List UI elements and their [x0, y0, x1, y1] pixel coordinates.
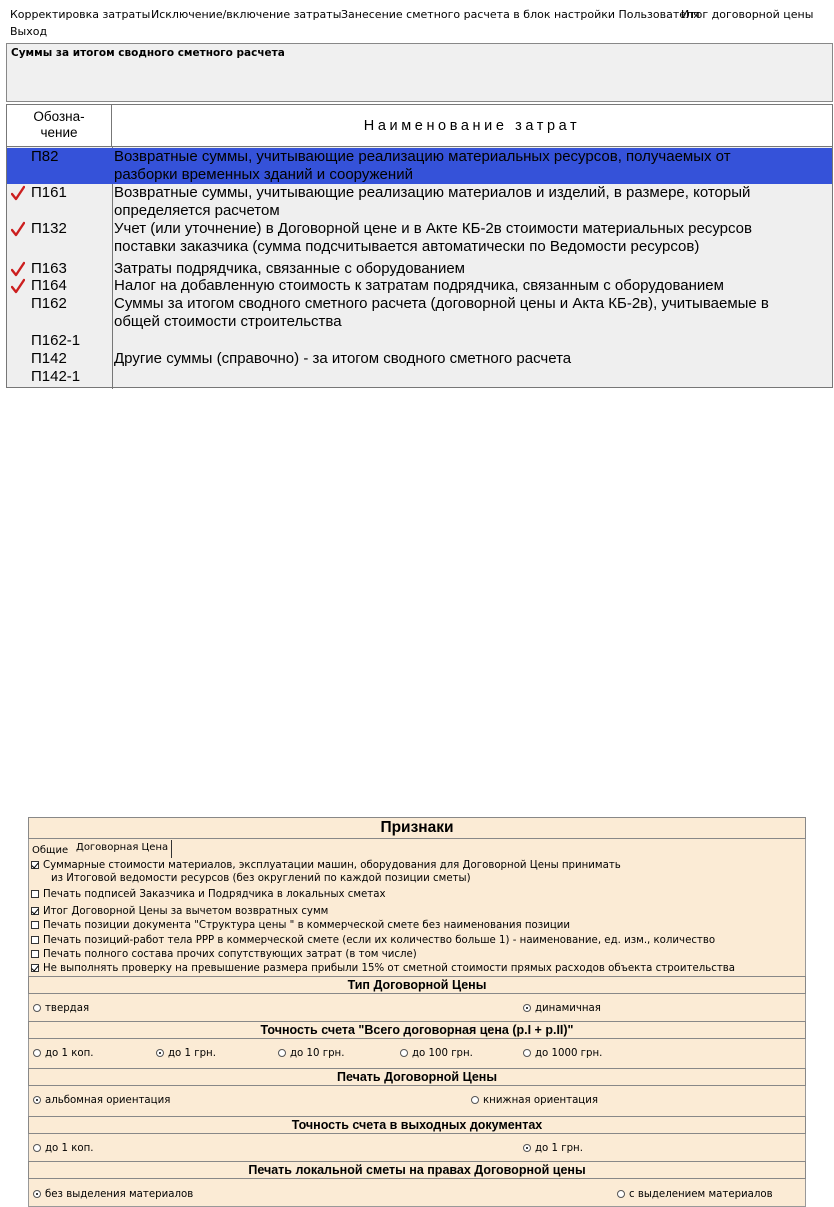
table-row[interactable] — [7, 368, 832, 387]
radio-without-materials[interactable] — [33, 1189, 193, 1201]
checkbox-icon — [31, 907, 39, 915]
column-header-code-label: Обозна- чение — [33, 109, 85, 140]
check-mark-icon — [11, 185, 25, 201]
radio-accuracy-1grn[interactable] — [156, 1048, 216, 1060]
check-mark-icon — [11, 221, 25, 237]
row-name: Возвратные суммы, учитывающие реализацию материалов и изделий, в размере, который определяется расчетом — [114, 184, 751, 219]
menu-item-contract-total[interactable]: Итог договорной цены — [681, 8, 814, 21]
checkbox-label: Печать полного состава прочих сопутствующих затрат (в том числе) — [43, 949, 417, 960]
radio-label: твердая — [45, 1003, 90, 1014]
radio-price-dynamic[interactable] — [523, 1003, 601, 1015]
radio-label: до 1000 грн. — [535, 1048, 603, 1059]
radio-icon — [400, 1049, 408, 1057]
check-mark-icon — [11, 261, 25, 277]
row-code: П132 — [31, 220, 67, 237]
radio-label: до 1 грн. — [168, 1048, 216, 1059]
radio-icon — [471, 1096, 479, 1104]
section-title-print-price: Печать Договорной Цены — [28, 1068, 806, 1086]
checkbox-label: Печать подписей Заказчика и Подрядчика в локальных сметах — [43, 889, 386, 900]
radio-with-materials[interactable] — [617, 1189, 773, 1201]
row-code: П163 — [31, 260, 67, 277]
checkbox-icon — [31, 890, 39, 898]
radio-icon — [33, 1096, 41, 1104]
checkbox-icon — [31, 861, 39, 869]
table-row[interactable] — [7, 277, 832, 294]
radio-label: до 1 коп. — [45, 1143, 94, 1154]
checkbox-skip-profit-check[interactable] — [31, 963, 735, 975]
checkbox-icon — [31, 950, 39, 958]
tab-general[interactable]: Общие — [32, 845, 69, 856]
checkbox-icon — [31, 921, 39, 929]
radio-label: книжная ориентация — [483, 1095, 598, 1106]
row-code: П161 — [31, 184, 67, 201]
radio-price-fixed[interactable] — [33, 1003, 89, 1015]
radio-label: динамичная — [535, 1003, 601, 1014]
column-header-name[interactable] — [112, 105, 832, 147]
table-row[interactable] — [7, 350, 832, 368]
summary-title: Суммы за итогом сводного сметного расчета — [11, 47, 285, 59]
properties-panel — [28, 817, 806, 1207]
radio-icon — [523, 1004, 531, 1012]
radio-icon — [523, 1144, 531, 1152]
radio-label: с выделением материалов — [629, 1189, 773, 1200]
checkbox-label: Печать позиции документа "Структура цены " в коммерческой смете без наименования позиции — [43, 920, 571, 931]
radio-icon — [33, 1144, 41, 1152]
radio-portrait[interactable] — [471, 1095, 598, 1107]
check-mark-icon — [11, 278, 25, 294]
panel-title: Признаки — [28, 817, 806, 839]
radio-accuracy-100grn[interactable] — [400, 1048, 473, 1060]
radio-label: до 1 коп. — [45, 1048, 94, 1059]
cost-table — [6, 104, 833, 388]
section-title-local-print: Печать локальной сметы на правах Договорной цены — [28, 1161, 806, 1179]
radio-accuracy-10grn[interactable] — [278, 1048, 344, 1060]
radio-label: до 100 грн. — [412, 1048, 473, 1059]
table-row[interactable] — [7, 148, 832, 184]
section-title-accuracy: Точность счета "Всего договорная цена (р.I + р.II)" — [28, 1021, 806, 1039]
column-header-name-label: Наименование затрат — [363, 118, 581, 134]
checkbox-label: Суммарные стоимости материалов, эксплуатации машин, оборудования для Договорной Цены принимать — [43, 860, 621, 871]
row-name: Затраты подрядчика, связанные с оборудованием — [114, 260, 465, 277]
table-row[interactable] — [7, 184, 832, 220]
table-row[interactable] — [7, 220, 832, 256]
row-code: П162-1 — [31, 332, 81, 349]
radio-accuracy-1000grn[interactable] — [523, 1048, 602, 1060]
radio-output-1kop[interactable] — [33, 1143, 94, 1155]
row-name: Налог на добавленную стоимость к затратам подрядчика, связанным с оборудованием — [114, 277, 724, 294]
column-header-code[interactable] — [7, 105, 112, 147]
table-row[interactable] — [7, 295, 832, 331]
section-title-output-accuracy: Точность счета в выходных документах — [28, 1116, 806, 1134]
summary-panel — [6, 43, 833, 102]
checkbox-label: Итог Договорной Цены за вычетом возвратных сумм — [43, 906, 329, 917]
tab-contract-price[interactable]: Договорная Цена — [73, 840, 172, 858]
radio-icon — [523, 1049, 531, 1057]
menu-item-exit[interactable]: Выход — [10, 25, 48, 38]
row-name: Другие суммы (справочно) - за итогом сводного сметного расчета — [114, 350, 572, 367]
row-code: П142-1 — [31, 368, 81, 385]
menu-item-save-to-user-settings[interactable]: Занесение сметного расчета в блок настройки Пользователя — [341, 8, 700, 21]
radio-icon — [33, 1049, 41, 1057]
radio-landscape[interactable] — [33, 1095, 170, 1107]
checkbox-label: Не выполнять проверку на превышение размера прибыли 15% от сметной стоимости прямых расходов объекта строительства — [43, 963, 736, 974]
row-name: Учет (или уточнение) в Договорной цене и в Акте КБ-2в стоимости материальных ресурсов поставки заказчика (сумма подсчитывается автоматически по Ведомости ресурсов) — [114, 220, 752, 255]
checkbox-total-minus-refunds[interactable] — [31, 906, 328, 918]
menu-item-toggle-cost[interactable]: Исключение/включение затраты — [151, 8, 342, 21]
radio-label: альбомная ориентация — [45, 1095, 171, 1106]
row-code: П142 — [31, 350, 67, 367]
radio-icon — [278, 1049, 286, 1057]
row-name: Суммы за итогом сводного сметного расчета (договорной цены и Акта КБ-2в), учитываемые в общей стоимости строительства — [114, 295, 769, 330]
row-code: П164 — [31, 277, 67, 294]
checkbox-print-signatures[interactable] — [31, 889, 386, 901]
checkbox-print-other-costs[interactable] — [31, 949, 417, 961]
radio-label: до 10 грн. — [290, 1048, 345, 1059]
table-header — [7, 105, 832, 147]
menu-item-edit-cost[interactable]: Корректировка затраты — [10, 8, 151, 21]
section-title-price-type: Тип Договорной Цены — [28, 976, 806, 994]
row-name: Возвратные суммы, учитывающие реализацию материальных ресурсов, получаемых от разборки временных зданий и сооружений — [114, 148, 731, 183]
checkbox-label: Печать позиций-работ тела РРР в коммерческой смете (если их количество больше 1) - наименование, ед. изм., количество — [43, 935, 716, 946]
checkbox-print-rrr-items[interactable] — [31, 935, 715, 947]
checkbox-summary-costs-cont: из Итоговой ведомости ресурсов (без округлений по каждой позиции сметы) — [51, 873, 471, 884]
menu-bar — [0, 0, 834, 40]
radio-icon — [156, 1049, 164, 1057]
checkbox-summary-costs[interactable] — [31, 860, 621, 872]
radio-label: до 1 грн. — [535, 1143, 583, 1154]
checkbox-print-price-structure[interactable] — [31, 920, 570, 932]
radio-icon — [33, 1004, 41, 1012]
table-row[interactable] — [7, 332, 832, 350]
radio-label: без выделения материалов — [45, 1189, 194, 1200]
table-row[interactable] — [7, 260, 832, 277]
checkbox-icon — [31, 936, 39, 944]
radio-icon — [617, 1190, 625, 1198]
row-code: П82 — [31, 148, 59, 165]
radio-output-1grn[interactable] — [523, 1143, 583, 1155]
checkbox-icon — [31, 964, 39, 972]
radio-accuracy-1kop[interactable] — [33, 1048, 94, 1060]
radio-icon — [33, 1190, 41, 1198]
row-code: П162 — [31, 295, 67, 312]
